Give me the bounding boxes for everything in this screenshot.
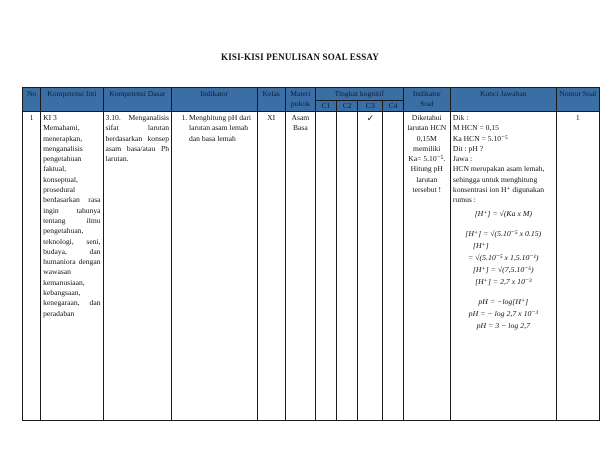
formula-line: pH = −log[H⁺]	[478, 296, 529, 306]
cell-materi-pokok: Asam Basa	[285, 112, 315, 421]
formula-line: pH = − log 2,7 x 10⁻³	[468, 308, 538, 318]
formula-line: [H⁺]	[472, 240, 489, 250]
header-indikator: Indikator	[172, 88, 258, 112]
formula-line: = √(5.10⁻⁵ x 1,5.10⁻¹)	[468, 252, 539, 262]
indikator-item: 1. Menghitung pH dari larutan asam lemah dan basa lemah	[189, 113, 255, 144]
cell-indikator	[172, 112, 258, 421]
cell-c2	[337, 112, 358, 421]
kunci-text: Dik : M HCN = 0,15 Ka HCN = 5.10⁻⁵ Dit : pH ? Jawa : HCN merupakan asam lemah, sehingga untuk menghitung konsentrasi ion H⁺ digunakan rumus :	[452, 113, 545, 205]
header-c4: C4	[383, 101, 403, 112]
cell-no: 1	[23, 112, 41, 421]
formula-line: [H⁺] = 2,7 x 10⁻³	[475, 276, 532, 286]
cell-kompetensi-inti: KI 3 Memahami, menerapkan, menganalisis pengetahuan faktual, konseptual, prosedural berdasarkan rasa ingin tahunya tentang ilmu pengetahuan, teknologi, seni, budaya, dan humaniora dengan wawasan kemanusiaan, kebangsaan, kenegaraan, dan peradaban	[41, 112, 103, 421]
cell-kelas: XI	[257, 112, 285, 421]
header-c3: C3	[358, 101, 383, 112]
cell-indikator-soal: Diketahui larutan HCN 0,15M memiliki Ka= 5.10⁻⁵. Hitung pH larutan tersebut !	[403, 112, 450, 421]
table-row	[23, 112, 600, 421]
header-tingkat-kognitif: Tingkat kognitif	[315, 88, 403, 101]
cell-c3	[358, 112, 383, 421]
cell-kunci-jawaban	[450, 112, 556, 421]
header-no: No	[23, 88, 41, 112]
formula-line: [H⁺] = √(Ka x M)	[474, 208, 532, 218]
formula-line: [H⁺] = √(5.10⁻⁵ x 0.15)	[465, 228, 542, 238]
cell-c4	[383, 112, 403, 421]
document-title: KISI-KISI PENULISAN SOAL ESSAY	[221, 52, 379, 62]
header-nomor-soal: Nomor Soal	[556, 88, 599, 112]
formula-line: [H⁺] = √(7,5.10⁻⁶)	[472, 264, 534, 274]
header-materi-pokok: Materi pokok	[285, 88, 315, 112]
header-c2: C2	[337, 101, 358, 112]
cell-nomor-soal: 1	[556, 112, 599, 421]
header-kunci-jawaban: Kunci Jawaban	[450, 88, 556, 112]
formula-line: pH = 3 − log 2,7	[476, 320, 530, 330]
header-kompetensi-dasar: Kompetensi Dasar	[103, 88, 171, 112]
header-indikator-soal: Indikator Soal	[403, 88, 450, 112]
header-c1: C1	[315, 101, 336, 112]
kisi-kisi-table	[22, 87, 600, 421]
cell-kompetensi-dasar: 3.10. Menganalisis sifat larutan berdasarkan konsep asam basa/atau Ph larutan.	[103, 112, 171, 421]
header-kompetensi-inti: Kompetensi Inti	[41, 88, 103, 112]
header-kelas: Kelas	[257, 88, 285, 112]
check-mark-icon: ✓	[366, 113, 375, 123]
cell-c1	[315, 112, 336, 421]
